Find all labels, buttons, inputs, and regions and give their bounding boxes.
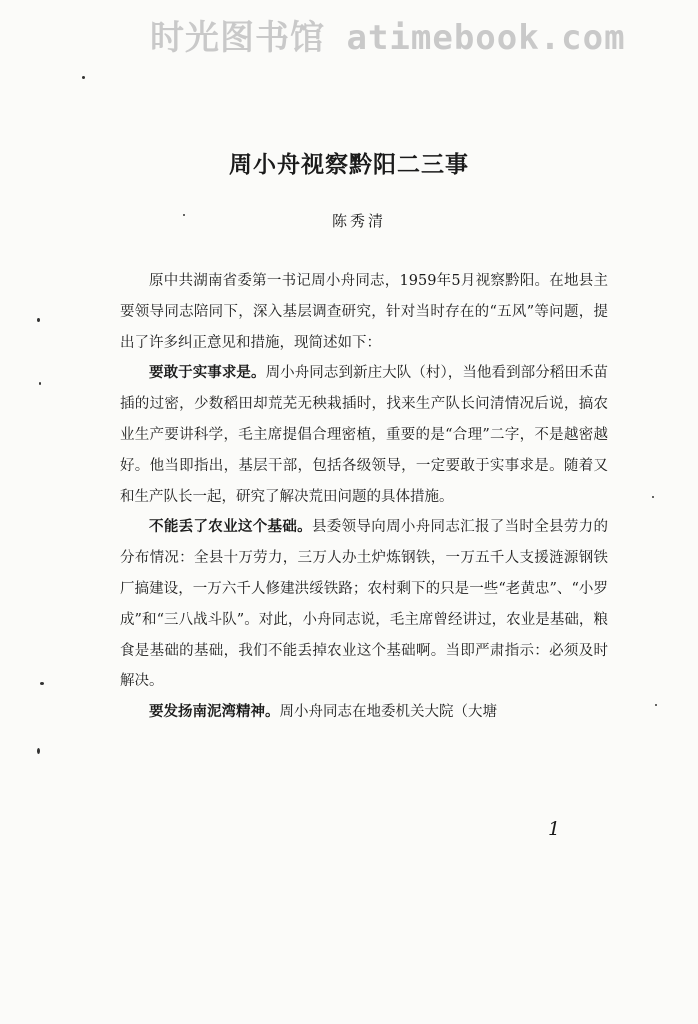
page-number: 1	[548, 818, 561, 840]
scan-speck	[183, 214, 185, 216]
scan-speck	[82, 76, 85, 79]
paragraph-agriculture	[120, 512, 608, 697]
article-title: 周小舟视察黔阳二三事	[229, 151, 469, 178]
article-body	[120, 266, 608, 728]
paragraph-text: 县委领导向周小舟同志汇报了当时全县劳力的分布情况：全县十万劳力，三万人办土炉炼钢铁，一万五千人支援涟源钢铁厂搞建设，一万六千人修建洪绥铁路；农村剩下的只是一些“老黄忠”、“小罗成”和“三八战斗队”。对此，小舟同志说，毛主席曾经讲过，农业是基础，粮食是基础的基础，我们不能丢掉农业这个基础啊。当即严肃指示：必须及时解决。	[120, 519, 608, 690]
paragraph-lead: 不能丢了农业这个基础。	[149, 518, 312, 536]
scan-speck	[652, 496, 654, 498]
watermark: 时光图书馆 atimebook.com	[150, 18, 626, 58]
paragraph-lead: 要敢于实事求是。	[149, 364, 266, 382]
paragraph-seek-truth	[120, 358, 608, 512]
paragraph-text: 周小舟同志在地委机关大院（大塘	[279, 704, 497, 721]
paragraph-intro	[120, 266, 608, 358]
paragraph-lead: 要发扬南泥湾精神。	[149, 703, 280, 721]
scan-speck	[655, 704, 657, 706]
scan-speck	[37, 318, 40, 322]
paragraph-nanniwan	[120, 697, 608, 728]
paragraph-text: 原中共湖南省委第一书记周小舟同志，1959年5月视察黔阳。在地县主要领导同志陪同下，深入基层调查研究，针对当时存在的“五风”等问题，提出了许多纠正意见和措施，现简述如下：	[120, 273, 608, 351]
scan-speck	[39, 382, 41, 385]
paragraph-text: 周小舟同志到新庄大队（村），当他看到部分稻田禾苗插的过密，少数稻田却荒芜无秧栽插时，找来生产队长问清情况后说，搞农业生产要讲科学，毛主席提倡合理密植，重要的是“合理”二字，不是越密越好。他当即指出，基层干部，包括各级领导，一定要敢于实事求是。随着又和生产队长一起，研究了解决荒田问题的具体措施。	[120, 365, 609, 505]
article-author: 陈秀清	[331, 212, 386, 230]
scan-speck	[37, 748, 40, 754]
scan-speck	[40, 682, 44, 685]
